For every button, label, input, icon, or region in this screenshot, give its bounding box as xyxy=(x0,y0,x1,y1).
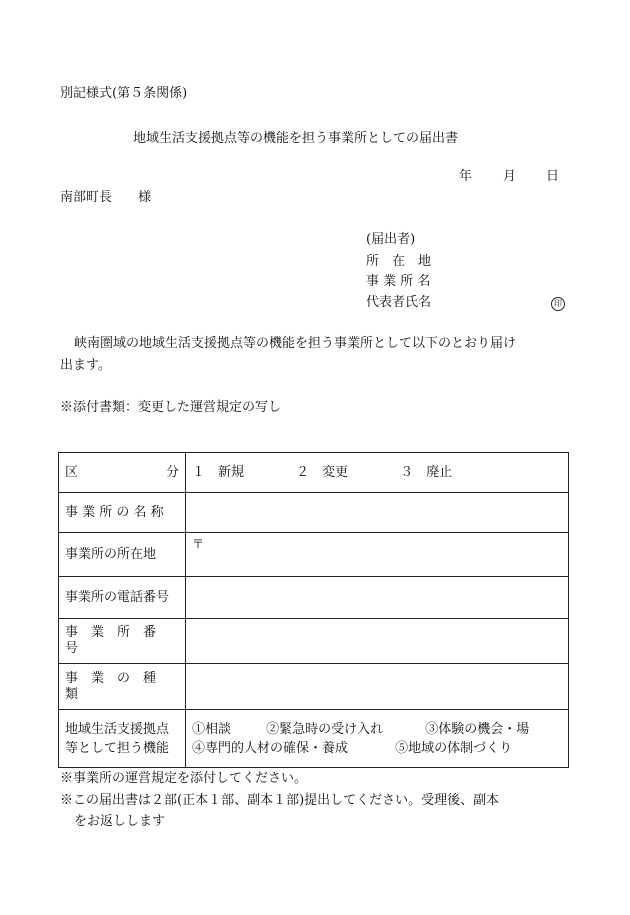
function-community[interactable]: ⑤地域の体制づくり xyxy=(395,740,513,756)
seal-mark xyxy=(551,295,565,311)
form-reference: 別記様式(第５条関係) xyxy=(60,86,188,101)
category-options xyxy=(186,453,569,493)
office-number-label: 事 業 所 番 号 xyxy=(59,619,186,664)
table-row-office-address xyxy=(59,533,569,577)
table-row-phone xyxy=(59,577,569,619)
table-row-office-number xyxy=(59,619,569,664)
table-row-office-name xyxy=(59,493,569,533)
category-label: 区 分 xyxy=(59,453,186,493)
date-day: 日 xyxy=(546,169,560,184)
office-address-label: 事業所の所在地 xyxy=(59,533,186,577)
applicant-office-label: 事 業 所 名 xyxy=(366,274,431,289)
addressee: 南部町長 様 xyxy=(60,190,152,205)
date-month: 月 xyxy=(503,169,517,184)
functions-label: 地域生活支援拠点 等として担う機能 xyxy=(59,710,186,768)
attachments-note: ※添付書類：変更した運営規定の写し xyxy=(60,400,282,415)
date-year: 年 xyxy=(459,169,473,184)
option-abolish[interactable]: ３ 廃止 xyxy=(400,464,453,480)
business-type-field[interactable] xyxy=(186,664,569,710)
option-change[interactable]: ２ 変更 xyxy=(296,464,349,480)
applicant-rep-label: 代表者氏名 xyxy=(366,295,432,310)
applicant-heading: (届出者) xyxy=(366,232,416,247)
table-row-functions xyxy=(59,710,569,768)
function-experience[interactable]: ③体験の機会・場 xyxy=(425,721,530,737)
table-row-business-type xyxy=(59,664,569,710)
option-new[interactable]: １ 新規 xyxy=(192,464,245,480)
office-number-field[interactable] xyxy=(186,619,569,664)
note-attach-rules: ※事業所の運営規定を添付してください。 xyxy=(60,771,308,786)
applicant-address-label: 所 在 地 xyxy=(366,254,432,269)
body-paragraph-line1: 峡南圏域の地域生活支援拠点等の機能を担う事業所として以下のとおり届け xyxy=(74,336,517,351)
notification-table xyxy=(58,452,569,768)
office-name-label: 事 業 所 の 名 称 xyxy=(59,493,186,533)
functions-options xyxy=(186,710,569,768)
postal-mark: 〒 xyxy=(192,537,205,551)
function-consultation[interactable]: ①相談 xyxy=(192,721,232,737)
function-specialist[interactable]: ④専門的人材の確保・養成 xyxy=(192,740,349,756)
body-paragraph-line2: 出ます。 xyxy=(60,358,111,373)
document-title: 地域生活支援拠点等の機能を担う事業所としての届出書 xyxy=(133,131,459,146)
office-name-field[interactable] xyxy=(186,493,569,533)
note-copies-line2: をお返しします xyxy=(74,814,166,829)
business-type-label: 事 業 の 種 類 xyxy=(59,664,186,710)
seal-icon: 印 xyxy=(551,297,565,311)
phone-label: 事業所の電話番号 xyxy=(59,577,186,619)
note-copies-line1: ※この届出書は２部(正本１部、副本１部)提出してください。受理後、副本 xyxy=(60,793,500,808)
function-emergency[interactable]: ②緊急時の受け入れ xyxy=(266,721,384,737)
office-address-field[interactable] xyxy=(186,533,569,577)
phone-field[interactable] xyxy=(186,577,569,619)
table-row-category xyxy=(59,453,569,493)
